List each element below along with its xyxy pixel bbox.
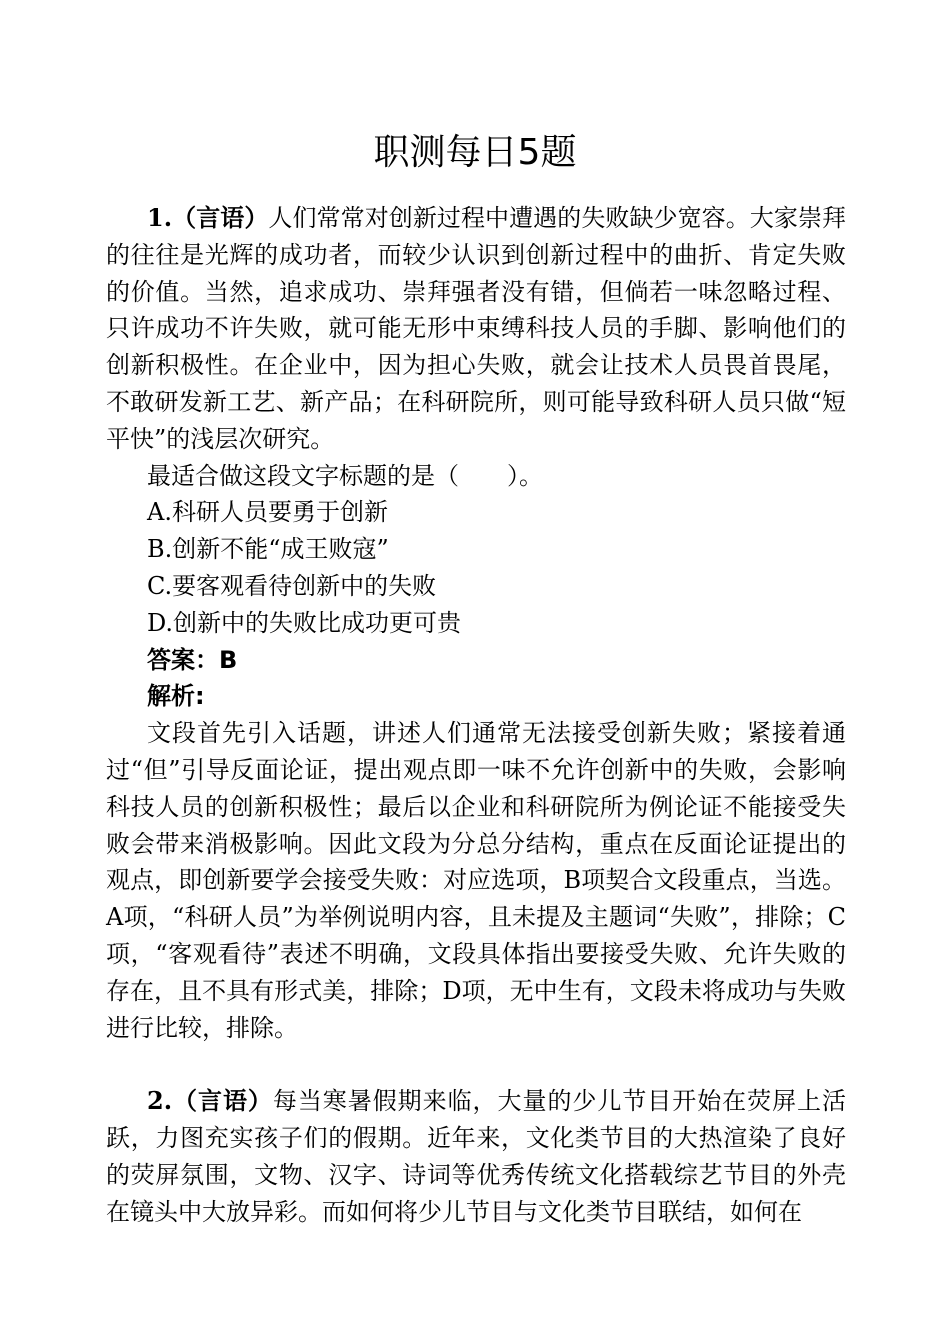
option-d: D.创新中的失败比成功更可贵: [147, 608, 462, 637]
question-1-passage-paragraph: [106, 200, 846, 458]
question-1-number: 1.: [147, 203, 173, 232]
question-1-passage: 人们常常对创新过程中遭遇的失败缺少宽容。大家崇拜的往往是光辉的成功者，而较少认识到创新过程中的曲折、肯定失败的价值。当然，追求成功、崇拜强者没有错，但倘若一味忽略过程、只许成功不许失败，就可能无形中束缚科技人员的手脚、影响他们的创新积极性。在企业中，因为担心失败，就会让技术人员畏首畏尾，不敢研发新工艺、新产品；在科研院所，则可能导致科研人员只做“短平快”的浅层次研究。: [106, 204, 847, 453]
answer-label: 答案：: [147, 645, 219, 674]
question-2-number: 2.: [147, 1086, 173, 1116]
question-1-options: [106, 494, 846, 641]
question-1-prompt: 最适合做这段文字标题的是（ ）。: [147, 461, 543, 490]
option-a: A.科研人员要勇于创新: [147, 498, 388, 527]
question-2-passage: 每当寒暑假期来临，大量的少儿节目开始在荧屏上活跃，力图充实孩子们的假期。近年来，文化类节目的大热渲染了良好的荧屏氛围，文物、汉字、诗词等优秀传统文化搭载综艺节目的外壳在镜头中大放异彩。而如何将少儿节目与文化类节目联结，如何在: [106, 1087, 847, 1226]
question-2-passage-paragraph: [106, 1083, 846, 1230]
option-c: C.要客观看待创新中的失败: [147, 571, 437, 600]
analysis-label: 解析:: [147, 682, 205, 711]
question-2-type-tag: （言语）: [172, 1087, 273, 1116]
question-1-type-tag: （言语）: [172, 204, 269, 232]
option-b: B.创新不能“成王败寇”: [147, 535, 389, 564]
answer-line: [106, 642, 846, 679]
page-title: 职测每日5题: [373, 132, 577, 173]
answer-value: B: [219, 645, 238, 674]
question-1: [106, 200, 846, 1046]
analysis-text: 文段首先引入话题，讲述人们通常无法接受创新失败；紧接着通过“但”引导反面论证，提出观点即一味不允许创新中的失败，会影响科技人员的创新积极性；最后以企业和科研院所为例论证不能接受失败会带来消极影响。因此文段为分总分结构，重点在反面论证提出的观点，即创新要学会接受失败：对应选项，B项契合文段重点，当选。A项，“科研人员”为举例说明内容，且未提及主题词“失败”，排除；C项，“客观看待”表述不明确，文段具体指出要接受失败、允许失败的存在，且不具有形式美，排除；D项，无中生有，文段未将成功与失败进行比较，排除。: [106, 719, 846, 1042]
section-spacer: [106, 1046, 846, 1083]
document-body: [106, 200, 846, 1230]
question-2: [106, 1083, 846, 1230]
